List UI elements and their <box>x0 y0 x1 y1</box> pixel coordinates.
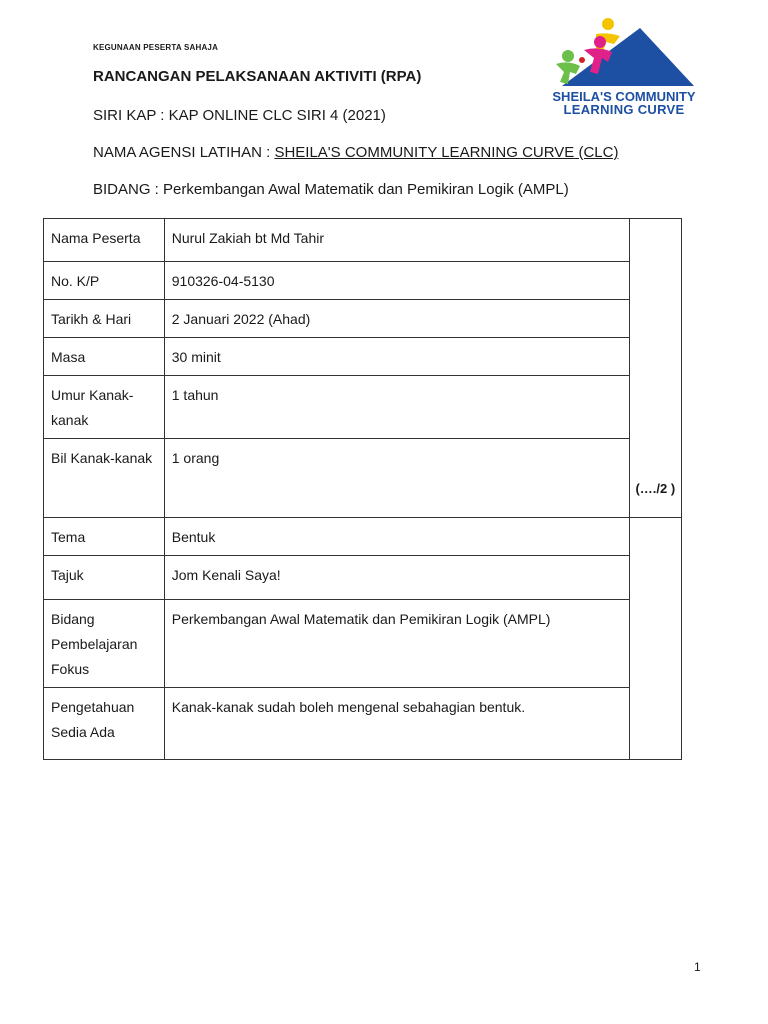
row-label: Bil Kanak-kanak <box>44 439 165 518</box>
table-row <box>44 518 682 556</box>
row-value: 1 tahun <box>164 376 629 439</box>
row-value: 30 minit <box>164 338 629 376</box>
agensi-latihan <box>93 144 618 161</box>
row-value: Perkembangan Awal Matematik dan Pemikiran Logik (AMPL) <box>164 600 629 688</box>
side-blank-cell <box>629 518 681 760</box>
table-row <box>44 219 682 262</box>
row-value: 910326-04-5130 <box>164 262 629 300</box>
row-label: Tarikh & Hari <box>44 300 165 338</box>
row-label: Masa <box>44 338 165 376</box>
usage-tag: KEGUNAAN PESERTA SAHAJA <box>93 43 219 52</box>
table-row <box>44 600 682 688</box>
agensi-name-link[interactable]: SHEILA'S COMMUNITY LEARNING CURVE <box>274 144 575 161</box>
row-label: Tajuk <box>44 556 165 600</box>
agensi-suffix: (CLC) <box>574 144 619 161</box>
table-row <box>44 688 682 760</box>
row-label: Tema <box>44 518 165 556</box>
row-value: Nurul Zakiah bt Md Tahir <box>164 219 629 262</box>
page-number: 1 <box>694 960 701 974</box>
rpa-table <box>43 218 682 760</box>
logo-figure-pink-head <box>594 36 606 48</box>
table-row <box>44 376 682 439</box>
logo-text <box>548 90 700 116</box>
table-row <box>44 338 682 376</box>
logo-text-line2: LEARNING CURVE <box>563 102 685 117</box>
logo-text-line1: SHEILA'S COMMUNITY <box>552 89 696 104</box>
bidang-line: BIDANG : Perkembangan Awal Matematik dan Pemikiran Logik (AMPL) <box>93 181 569 198</box>
row-value: Kanak-kanak sudah boleh mengenal sebahagian bentuk. <box>164 688 629 760</box>
row-label: Pengetahuan Sedia Ada <box>44 688 165 760</box>
siri-kap: SIRI KAP : KAP ONLINE CLC SIRI 4 (2021) <box>93 107 386 124</box>
document-title: RANCANGAN PELAKSANAAN AKTIVITI (RPA) <box>93 68 422 85</box>
table-row <box>44 556 682 600</box>
agensi-prefix: NAMA AGENSI LATIHAN : <box>93 144 275 161</box>
table-row <box>44 262 682 300</box>
row-label: Bidang Pembelajaran Fokus <box>44 600 165 688</box>
row-value: Jom Kenali Saya! <box>164 556 629 600</box>
table-row <box>44 300 682 338</box>
row-label: Umur Kanak-kanak <box>44 376 165 439</box>
row-value: 1 orang <box>164 439 629 518</box>
logo-figure-red-head <box>579 57 585 63</box>
logo-figure-yellow-head <box>602 18 614 30</box>
row-value: Bentuk <box>164 518 629 556</box>
row-value: 2 Januari 2022 (Ahad) <box>164 300 629 338</box>
logo-figure-green-head <box>562 50 574 62</box>
score-cell: (…./2 ) <box>629 219 681 518</box>
row-label: Nama Peserta <box>44 219 165 262</box>
row-label: No. K/P <box>44 262 165 300</box>
logo-triangle <box>562 28 694 86</box>
table-row <box>44 439 682 518</box>
